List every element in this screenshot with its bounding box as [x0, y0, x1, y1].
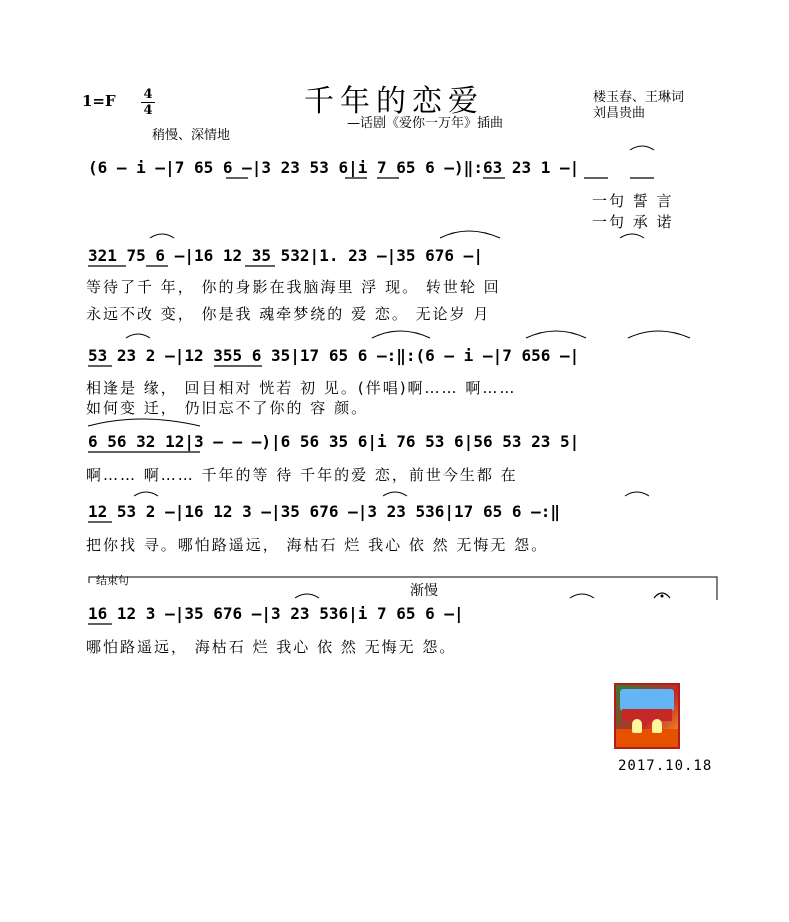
system-3-notes: 53 23 2 –|12 355 6 35|17 65 6 –:‖:(6 – i –|7 656 –|: [88, 346, 580, 365]
system-2-lyric-1: 等待了千 年， 你的身影在我脑海里 浮 现。 转世轮 回: [86, 278, 501, 296]
time-signature-top: 4: [143, 87, 153, 102]
tempo-marking: 稍慢、深情地: [152, 128, 231, 143]
slur-marks: [88, 146, 690, 598]
system-3-lyric-1: 相逢是 缘， 回目相对 恍若 初 见。(伴唱)啊…… 啊……: [86, 379, 517, 397]
system-1-notes: (6 – i –|7 65 6 –|3 23 53 6|i 7 65 6 –)‖:63 23 1 –|: [88, 158, 580, 177]
system-2-notes: 321 75 6 –|16 12 35 532|1. 23 –|35 676 –|: [88, 246, 483, 265]
song-title: 千年的恋爱: [304, 84, 484, 119]
system-1-lyric-1: 一句 誓 言: [592, 192, 674, 210]
tempo-change: 渐慢: [410, 583, 438, 599]
ending-bracket: [89, 577, 717, 600]
system-5-lyric-1: 把你找 寻。哪怕路遥远， 海枯石 烂 我心 依 然 无悔无 怨。: [86, 536, 549, 554]
publisher-seal-image: [614, 683, 680, 749]
publish-date: 2017.10.18: [618, 758, 713, 774]
beam-lines: [88, 178, 654, 624]
system-2-lyric-2: 永远不改 变， 你是我 魂牵梦绕的 爱 恋。 无论岁 月: [86, 305, 491, 323]
composer-credit: 刘昌贵曲: [593, 106, 646, 121]
fermata-mark: [654, 593, 670, 598]
lyricist-credit: 楼玉春、王琳词: [593, 90, 685, 105]
system-6-notes: 16 12 3 –|35 676 –|3 23 536|i 7 65 6 –|: [88, 604, 464, 623]
system-4-notes: 6 56 32 12|3 – – –)|6 56 35 6|i 76 53 6|56 53 23 5|: [88, 432, 580, 451]
system-1-lyric-2: 一句 承 诺: [592, 213, 674, 231]
system-6-lyric-1: 哪怕路遥远， 海枯石 烂 我心 依 然 无悔无 怨。: [86, 638, 457, 656]
subtitle: —话剧《爱你一万年》插曲: [347, 116, 504, 131]
ending-label: 结束句: [96, 574, 129, 587]
system-3-lyric-2: 如何变 迁， 仍旧忘不了你的 容 颜。: [86, 399, 369, 417]
key-signature: 1=F: [82, 92, 116, 110]
system-5-notes: 12 53 2 –|16 12 3 –|35 676 –|3 23 536|17 65 6 –:‖: [88, 502, 561, 521]
time-signature-bottom: 4: [143, 103, 153, 118]
system-4-lyric-1: 啊…… 啊…… 千年的等 待 千年的爱 恋，前世今生都 在: [86, 466, 518, 484]
